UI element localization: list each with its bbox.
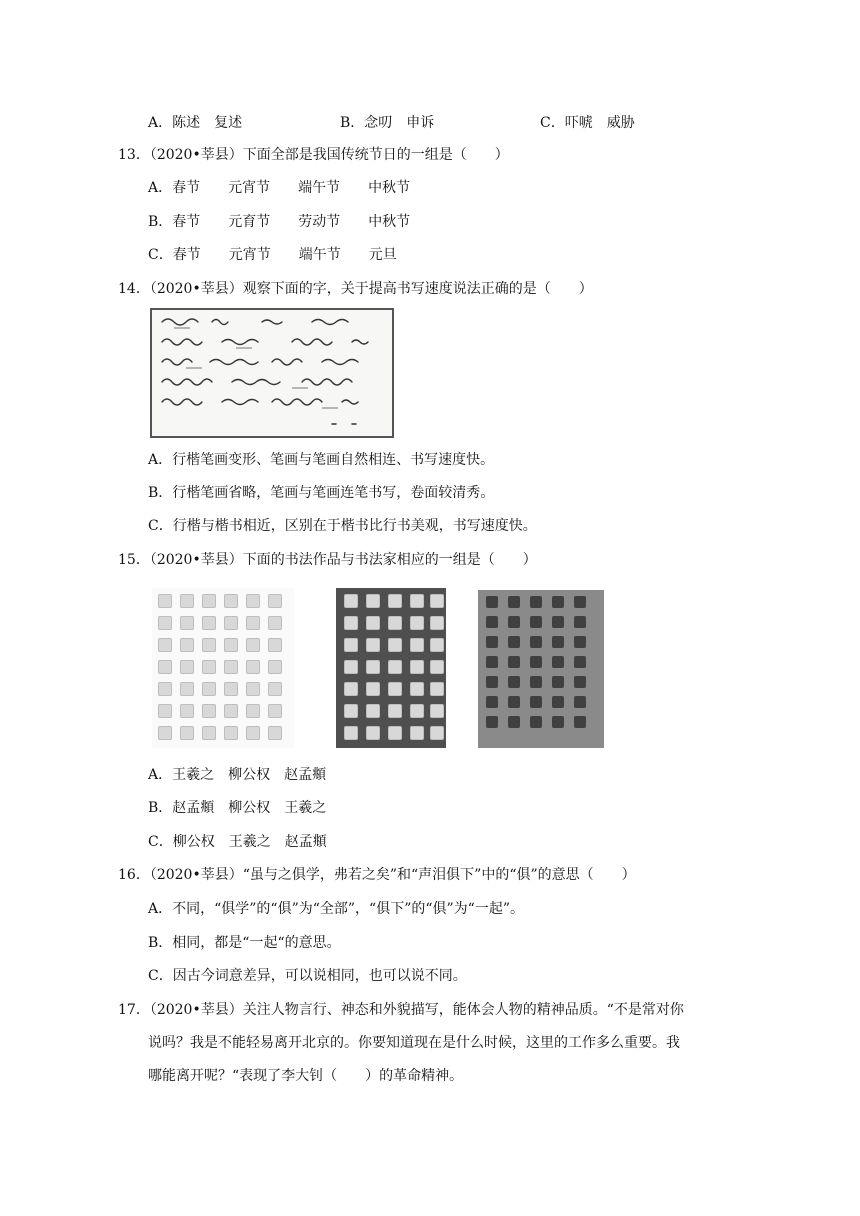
- q14-option-c: C．行楷与楷书相近，区别在于楷书比行书美观，书写速度快。: [148, 518, 537, 534]
- q16-option-a: A．不同，“俱学”的“俱”为“全部”，“俱下”的“俱”为“一起”。: [148, 901, 524, 917]
- handwriting-strokes: [152, 310, 392, 436]
- q16-option-c: C．因古今词意差异，可以说相同，也可以说不同。: [148, 968, 467, 984]
- q16-option-b: B．相同，都是“一起“的意思。: [148, 935, 341, 951]
- q12-option-c: C．吓唬 威胁: [540, 115, 635, 131]
- q17-stem-line-1: 17．（2020•莘县）关注人物言行、神态和外貌描写，能体会人物的精神品质。“不是常对你: [118, 1002, 684, 1018]
- q13-option-c: C．春节 元宵节 端午节 元旦: [148, 247, 397, 263]
- q15-option-b: B．赵孟頫 柳公权 王羲之: [148, 800, 327, 816]
- q16-stem: 16．（2020•莘县）“虽与之俱学，弗若之矣”和“声泪俱下”中的“俱”的意思（ ）: [118, 867, 636, 883]
- q13-option-b: B．春节 元育节 劳动节 中秋节: [148, 214, 411, 230]
- handwriting-sample-image: [150, 308, 394, 438]
- q13-stem: 13．（2020•莘县）下面全部是我国传统节日的一组是（ ）: [118, 147, 509, 163]
- q15-stem: 15．（2020•莘县）下面的书法作品与书法家相应的一组是（ ）: [118, 552, 537, 568]
- q17-stem-line-3: 哪能离开呢？“表现了李大钊（ ）的革命精神。: [148, 1068, 464, 1084]
- q12-option-b: B．念叨 申诉: [340, 115, 435, 131]
- calligraphy-image-3: [478, 590, 604, 748]
- calligraphy-image-2: [336, 588, 446, 748]
- q15-option-a: A．王羲之 柳公权 赵孟頫: [148, 767, 327, 783]
- q14-stem: 14．（2020•莘县）观察下面的字，关于提高书写速度说法正确的是（ ）: [118, 281, 593, 297]
- q13-option-a: A．春节 元宵节 端午节 中秋节: [148, 180, 411, 196]
- q12-option-a: A．陈述 复述: [148, 115, 243, 131]
- q14-option-a: A．行楷笔画变形、笔画与笔画自然相连、书写速度快。: [148, 452, 495, 468]
- q15-option-c: C．柳公权 王羲之 赵孟頫: [148, 834, 327, 850]
- q14-option-b: B．行楷笔画省略，笔画与笔画连笔书写，卷面较清秀。: [148, 485, 495, 501]
- calligraphy-image-1: [152, 588, 294, 748]
- q17-stem-line-2: 说吗？我是不能轻易离开北京的。你要知道现在是什么时候，这里的工作多么重要。我: [148, 1035, 680, 1051]
